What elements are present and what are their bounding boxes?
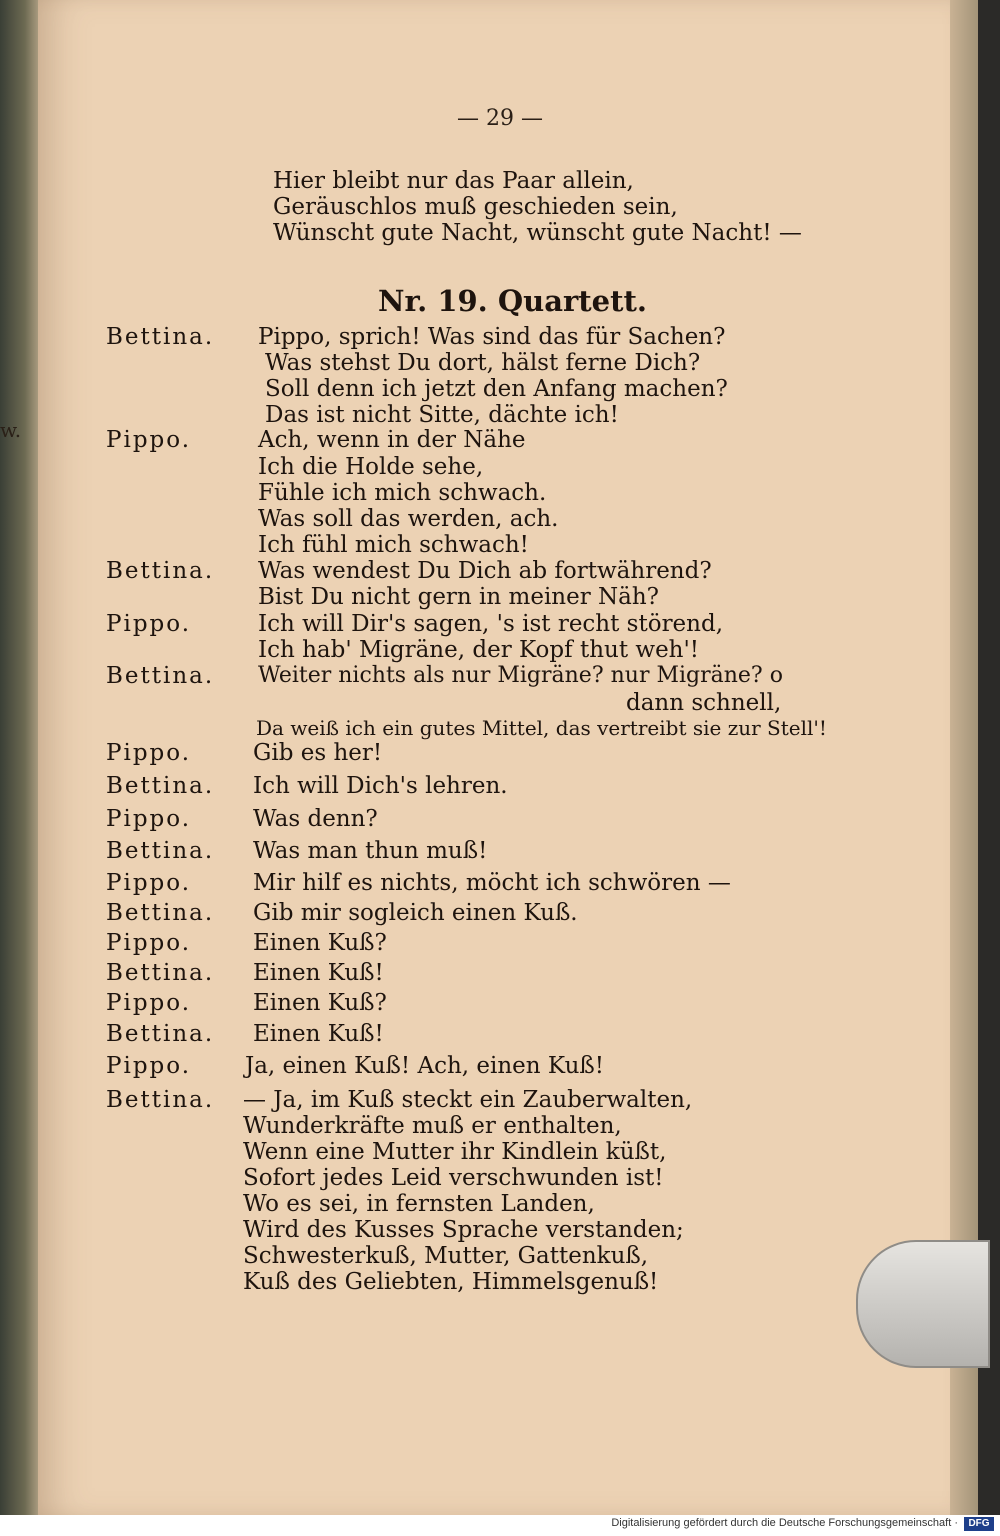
verse-line: Einen Kuß? (253, 990, 387, 1016)
speaker-name: Pippo. (106, 990, 192, 1016)
verse-line: Fühle ich mich schwach. (258, 480, 547, 506)
verse-line: Ich will Dich's lehren. (253, 773, 508, 799)
verse-line: Wird des Kusses Sprache verstanden; (243, 1217, 684, 1243)
intro-line: Geräuschlos muß geschieden sein, (273, 194, 678, 220)
verse-line: Ja, einen Kuß! Ach, einen Kuß! (245, 1053, 605, 1079)
verse-line: Gib es her! (253, 740, 383, 766)
funding-notice: Digitalisierung gefördert durch die Deutsche Forschungsgemeinschaft · (611, 1517, 958, 1529)
speaker-name: Pippo. (106, 806, 192, 832)
intro-line: Hier bleibt nur das Paar allein, (273, 168, 634, 194)
verse-line: Pippo, sprich! Was sind das für Sachen? (258, 324, 726, 350)
speaker-name: Bettina. (106, 1087, 215, 1113)
speaker-name: Bettina. (106, 1021, 215, 1047)
intro-line: Wünscht gute Nacht, wünscht gute Nacht! — (273, 220, 802, 246)
speaker-name: Bettina. (106, 838, 215, 864)
verse-line: Sofort jedes Leid verschwunden ist! (243, 1165, 664, 1191)
verse-line: Was man thun muß! (253, 838, 488, 864)
verse-line: Soll denn ich jetzt den Anfang machen? (265, 376, 728, 402)
speaker-name: Bettina. (106, 960, 215, 986)
speaker-name: Pippo. (106, 1053, 192, 1079)
speaker-name: Bettina. (106, 558, 215, 584)
verse-line: Da weiß ich ein gutes Mittel, das vertreibt sie zur Stell'! (256, 716, 827, 740)
verse-line: Ach, wenn in der Nähe (258, 427, 526, 453)
verse-line: Weiter nichts als nur Migräne? nur Migräne? o (258, 663, 783, 688)
verse-line: Was denn? (253, 806, 378, 832)
verse-line: Bist Du nicht gern in meiner Näh? (258, 584, 660, 610)
speaker-name: Pippo. (106, 930, 192, 956)
speaker-name: Bettina. (106, 324, 215, 350)
verse-line: Einen Kuß? (253, 930, 387, 956)
speaker-name: Pippo. (106, 870, 192, 896)
verse-line: Schwesterkuß, Mutter, Gattenkuß, (243, 1243, 649, 1269)
verse-line: Was stehst Du dort, hälst ferne Dich? (265, 350, 701, 376)
verse-line: Ich fühl mich schwach! (258, 532, 529, 558)
verse-line: Wenn eine Mutter ihr Kindlein küßt, (243, 1139, 667, 1165)
dfg-logo: DFG (964, 1517, 994, 1531)
verse-line: Einen Kuß! (253, 1021, 384, 1047)
page-clip (856, 1240, 990, 1368)
verse-line: — Ja, im Kuß steckt ein Zauberwalten, (243, 1087, 693, 1113)
verse-line: Wunderkräfte muß er enthalten, (243, 1113, 622, 1139)
verse-line: Einen Kuß! (253, 960, 384, 986)
verse-line: Ich die Holde sehe, (258, 454, 484, 480)
verse-line: Mir hilf es nichts, möcht ich schwören — (253, 870, 731, 896)
speaker-name: Bettina. (106, 900, 215, 926)
speaker-name: Bettina. (106, 663, 215, 689)
verse-line: Wo es sei, in fernsten Landen, (243, 1191, 595, 1217)
verse-line: Gib mir sogleich einen Kuß. (253, 900, 578, 926)
speaker-name: Pippo. (106, 427, 192, 453)
verse-line: Was wendest Du Dich ab fortwährend? (258, 558, 712, 584)
verse-line: Das ist nicht Sitte, dächte ich! (265, 402, 619, 428)
verse-line: dann schnell, (626, 690, 782, 716)
section-heading: Nr. 19. Quartett. (378, 284, 648, 318)
speaker-name: Bettina. (106, 773, 215, 799)
speaker-name: Pippo. (106, 611, 192, 637)
speaker-name: Pippo. (106, 740, 192, 766)
verse-line: Ich will Dir's sagen, 's ist recht störend, (258, 611, 724, 637)
page-number: — 29 — (457, 106, 543, 131)
verse-line: Kuß des Geliebten, Himmelsgenuß! (243, 1269, 659, 1295)
margin-fragment: w. (0, 418, 22, 442)
verse-line: Was soll das werden, ach. (258, 506, 559, 532)
verse-line: Ich hab' Migräne, der Kopf thut weh'! (258, 637, 700, 663)
